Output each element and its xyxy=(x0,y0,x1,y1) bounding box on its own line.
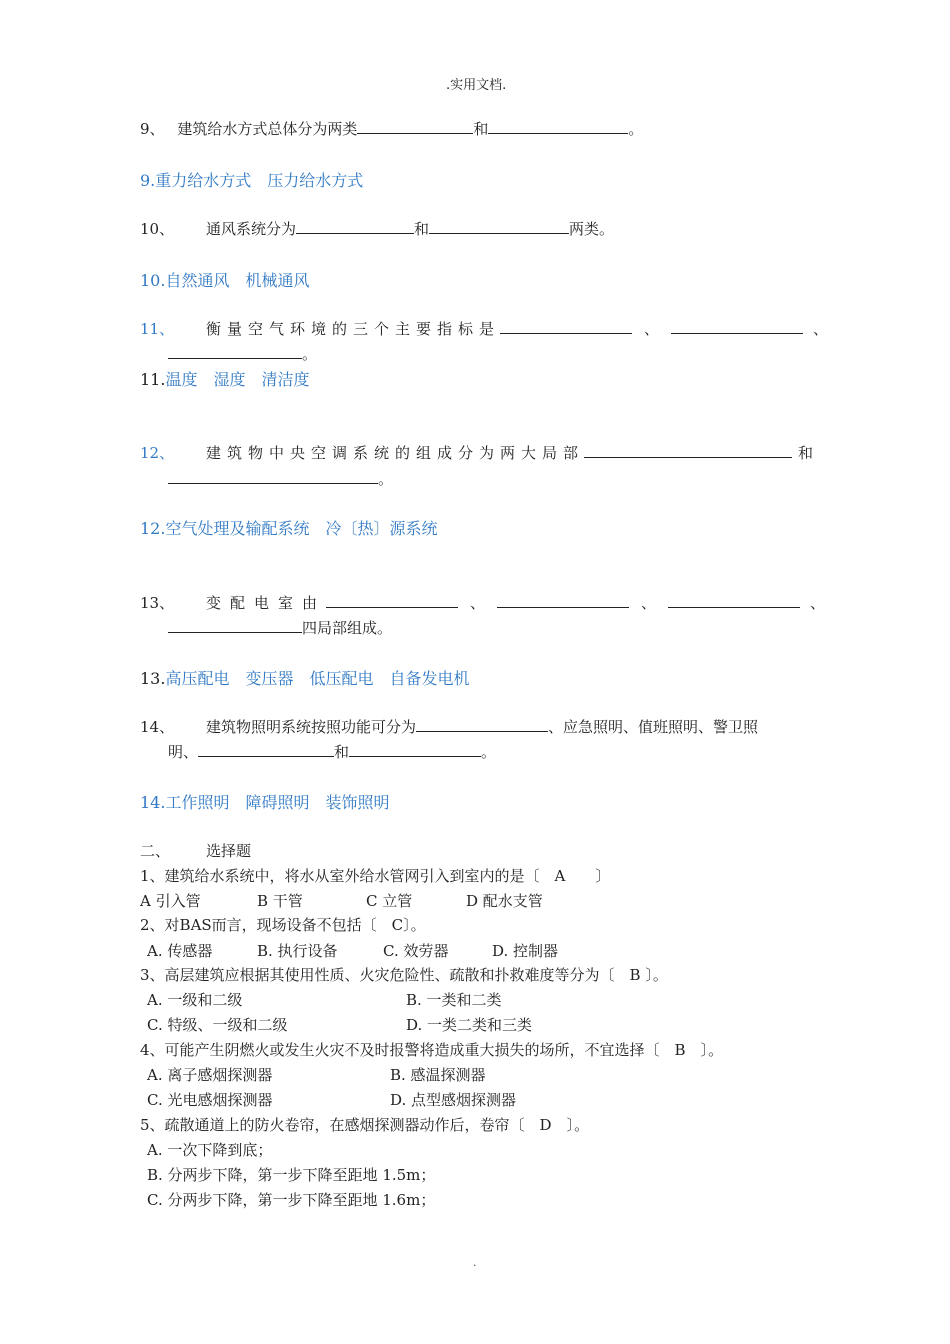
page-footer: . xyxy=(473,1256,477,1269)
answer-10: 10.自然通风 机械通风 xyxy=(140,271,310,290)
mc-question-3: 3、高层建筑应根据其使用性质、火灾危险性、疏散和扑救难度等分为〔 B 〕。 xyxy=(140,966,668,984)
answer-13 xyxy=(140,666,469,689)
answer-11 xyxy=(140,367,309,390)
mc-option-4c: C. 光电感烟探测器 xyxy=(147,1091,273,1109)
end-text: 。 xyxy=(378,470,394,488)
question-text: 建筑物照明系统按照功能可分为 xyxy=(206,718,417,736)
option-a: A 引入管 xyxy=(140,892,201,910)
answer-number: 11. xyxy=(140,370,166,389)
answer-blank xyxy=(497,593,629,608)
mc-option-3a: A. 一级和二级 xyxy=(147,991,243,1009)
question-11 xyxy=(140,318,828,339)
mc-options-1 xyxy=(140,890,543,911)
mc-option-5a: A. 一次下降到底； xyxy=(147,1141,273,1159)
end-text: 两类。 xyxy=(569,220,615,238)
mc-option-3b: B. 一类和二类 xyxy=(406,991,502,1009)
answer-number: 13. xyxy=(140,669,166,688)
question-10 xyxy=(140,218,614,239)
mc-question-5: 5、疏散通道上的防火卷帘，在感烟探测器动作后，卷帘〔 D 〕。 xyxy=(140,1116,590,1134)
option-d: D. 控制器 xyxy=(492,942,559,960)
end-text: 。 xyxy=(302,345,318,363)
separator: 、 xyxy=(641,594,657,612)
connector-text: 和 xyxy=(414,220,430,238)
section-title: 选择题 xyxy=(206,842,252,860)
end-text: 。 xyxy=(628,120,644,138)
question-text-middle: 、应急照明、值班照明、警卫照 xyxy=(548,718,759,736)
answer-blank xyxy=(668,593,800,608)
answer-blank xyxy=(671,319,803,334)
answer-blank xyxy=(584,443,792,458)
section-number: 二、 xyxy=(140,842,171,860)
answer-12: 12.空气处理及输配系统 冷〔热〕源系统 xyxy=(140,519,438,538)
question-9 xyxy=(140,118,643,139)
question-14 xyxy=(140,716,758,737)
answer-blank xyxy=(326,593,458,608)
connector-text: 和 xyxy=(473,120,489,138)
answer-blank xyxy=(416,717,548,732)
answer-text: 高压配电 变压器 低压配电 自备发电机 xyxy=(165,669,470,688)
mc-question-1: 1、建筑给水系统中，将水从室外给水管网引入到室内的是〔 A 〕 xyxy=(140,867,611,885)
answer-blank xyxy=(168,618,302,633)
question-text: 建筑物中央空调系统的组成分为两大局部 xyxy=(206,444,585,462)
answer-blank xyxy=(357,119,473,134)
question-11-continued xyxy=(168,343,317,364)
mc-option-4a: A. 离子感烟探测器 xyxy=(147,1066,273,1084)
separator: 、 xyxy=(810,594,826,612)
answer-blank xyxy=(349,742,481,757)
connector-text: 和 xyxy=(798,444,814,462)
question-13-continued xyxy=(168,617,392,638)
answer-blank xyxy=(500,319,632,334)
mc-option-4b: B. 感温探测器 xyxy=(390,1066,486,1084)
question-13 xyxy=(140,592,825,613)
question-text: 衡量空气环境的三个主要指标是 xyxy=(206,320,501,338)
answer-blank xyxy=(429,219,569,234)
mc-option-3c: C. 特级、一级和二级 xyxy=(147,1016,288,1034)
question-text: 变配电室由 xyxy=(206,594,327,612)
answer-blank xyxy=(168,469,378,484)
mc-option-4d: D. 点型感烟探测器 xyxy=(390,1091,517,1109)
separator: 、 xyxy=(813,320,829,338)
question-14-continued xyxy=(168,741,496,762)
question-number: 10、 xyxy=(140,220,175,238)
question-text: 建筑给水方式总体分为两类 xyxy=(177,120,358,138)
question-12-continued xyxy=(168,468,393,489)
question-12 xyxy=(140,442,813,463)
option-c: C. 效劳器 xyxy=(383,942,449,960)
question-number: 14、 xyxy=(140,718,175,736)
question-number: 13、 xyxy=(140,594,175,612)
page-header: .实用文档. xyxy=(446,78,507,93)
connector-text: 和 xyxy=(334,743,350,761)
option-b: B 干管 xyxy=(257,892,303,910)
mc-options-2 xyxy=(147,940,558,961)
option-c: C 立管 xyxy=(366,892,413,910)
option-d: D 配水支管 xyxy=(466,892,543,910)
mc-option-3d: D. 一类二类和三类 xyxy=(406,1016,533,1034)
end-text: 。 xyxy=(481,743,497,761)
separator: 、 xyxy=(644,320,660,338)
answer-blank xyxy=(488,119,628,134)
answer-blank xyxy=(198,742,334,757)
question-number: 9、 xyxy=(140,120,165,138)
answer-blank xyxy=(168,344,302,359)
option-a: A. 传感器 xyxy=(147,942,213,960)
option-b: B. 执行设备 xyxy=(257,942,338,960)
answer-blank xyxy=(296,219,414,234)
mc-question-4: 4、可能产生阴燃火或发生火灾不及时报警将造成重大损失的场所，不宜选择〔 B 〕。 xyxy=(140,1041,724,1059)
question-text: 通风系统分为 xyxy=(206,220,297,238)
question-number: 11、 xyxy=(140,320,175,338)
question-number: 12、 xyxy=(140,444,175,462)
mc-option-5b: B. 分两步下降，第一步下降至距地 1.5m； xyxy=(147,1166,436,1184)
mc-question-2: 2、对BAS而言，现场设备不包括〔 C〕。 xyxy=(140,916,426,934)
end-text: 四局部组成。 xyxy=(302,619,393,637)
separator: 、 xyxy=(470,594,486,612)
answer-9: 9.重力给水方式 压力给水方式 xyxy=(140,171,364,190)
mc-option-5c: C. 分两步下降，第一步下降至距地 1.6m； xyxy=(147,1191,436,1209)
answer-text: 温度 湿度 清洁度 xyxy=(165,370,310,389)
answer-14: 14.工作照明 障碍照明 装饰照明 xyxy=(140,793,390,812)
section-heading xyxy=(140,840,251,861)
continued-text: 明、 xyxy=(168,743,199,761)
